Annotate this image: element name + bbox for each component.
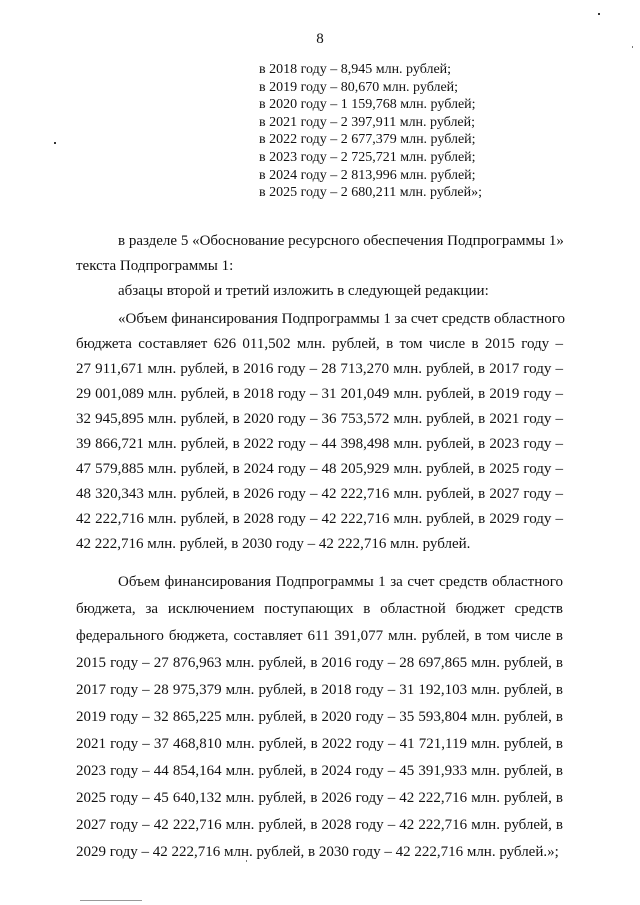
year-item: в 2021 году – 2 397,911 млн. рублей; bbox=[259, 114, 476, 130]
paragraph-line: 2023 году – 44 854,164 млн. рублей, в 2024 году – 45 391,933 млн. рублей, в bbox=[76, 763, 563, 779]
paragraph-line: Объем финансирования Подпрограммы 1 за счет средств областного bbox=[118, 574, 563, 590]
year-item: в 2018 году – 8,945 млн. рублей; bbox=[259, 62, 452, 77]
page-number: 8 bbox=[316, 31, 324, 47]
paragraph-line: бюджета составляет 626 011,502 млн. рублей, в том числе в 2015 году – bbox=[76, 336, 563, 352]
scan-speck bbox=[598, 13, 600, 15]
paragraph-line: 2019 году – 32 865,225 млн. рублей, в 2020 году – 35 593,804 млн. рублей, в bbox=[76, 709, 563, 725]
year-item: в 2022 году – 2 677,379 млн. рублей; bbox=[259, 132, 476, 148]
paragraph-line: 2017 году – 28 975,379 млн. рублей, в 2018 году – 31 192,103 млн. рублей, в bbox=[76, 682, 563, 698]
scan-speck bbox=[632, 46, 633, 48]
section-intro-line: в разделе 5 «Обоснование ресурсного обеспечения Подпрограммы 1» bbox=[118, 233, 564, 249]
year-item: в 2023 году – 2 725,721 млн. рублей; bbox=[259, 149, 476, 165]
paragraph-line: 39 866,721 млн. рублей, в 2022 году – 44 398,498 млн. рублей, в 2023 году – bbox=[76, 436, 563, 452]
paragraph-line: федерального бюджета, составляет 611 391,077 млн. рублей, в том числе в bbox=[76, 628, 563, 644]
paragraph-line: бюджета, за исключением поступающих в областной бюджет средств bbox=[76, 601, 563, 617]
paragraph-line: 48 320,343 млн. рублей, в 2026 году – 42 222,716 млн. рублей, в 2027 году – bbox=[76, 486, 563, 502]
scan-speck bbox=[246, 860, 247, 862]
paragraph-line: 2021 году – 37 468,810 млн. рублей, в 2022 году – 41 721,119 млн. рублей, в bbox=[76, 736, 563, 752]
paragraph-line: 27 911,671 млн. рублей, в 2016 году – 28 713,270 млн. рублей, в 2017 году – bbox=[76, 361, 563, 377]
paragraph-line: 42 222,716 млн. рублей, в 2028 году – 42 222,716 млн. рублей, в 2029 году – bbox=[76, 511, 563, 527]
paragraph-line: 2015 году – 27 876,963 млн. рублей, в 2016 году – 28 697,865 млн. рублей, в bbox=[76, 655, 563, 671]
paragraph-line: 29 001,089 млн. рублей, в 2018 году – 31 201,049 млн. рублей, в 2019 году – bbox=[76, 386, 563, 402]
instruction-text: абзацы второй и третий изложить в следующей редакции: bbox=[118, 283, 489, 299]
paragraph-line: 42 222,716 млн. рублей, в 2030 году – 42 222,716 млн. рублей. bbox=[76, 536, 471, 552]
scan-edge-line bbox=[80, 900, 142, 901]
section-intro-line: текста Подпрограммы 1: bbox=[76, 258, 234, 274]
paragraph-line: 2027 году – 42 222,716 млн. рублей, в 2028 году – 42 222,716 млн. рублей, в bbox=[76, 817, 563, 833]
year-item: в 2024 году – 2 813,996 млн. рублей; bbox=[259, 167, 476, 183]
scan-speck bbox=[54, 142, 56, 144]
year-item: в 2020 году – 1 159,768 млн. рублей; bbox=[259, 97, 476, 113]
paragraph-line: 2025 году – 45 640,132 млн. рублей, в 2026 году – 42 222,716 млн. рублей, в bbox=[76, 790, 563, 806]
paragraph-line: «Объем финансирования Подпрограммы 1 за счет средств областного bbox=[118, 311, 565, 327]
paragraph-line: 47 579,885 млн. рублей, в 2024 году – 48 205,929 млн. рублей, в 2025 году – bbox=[76, 461, 563, 477]
year-item: в 2019 году – 80,670 млн. рублей; bbox=[259, 79, 459, 95]
paragraph-line: 2029 году – 42 222,716 млн. рублей, в 2030 году – 42 222,716 млн. рублей.»; bbox=[76, 844, 559, 860]
paragraph-line: 32 945,895 млн. рублей, в 2020 году – 36 753,572 млн. рублей, в 2021 году – bbox=[76, 411, 563, 427]
year-funding-list bbox=[259, 61, 482, 202]
year-item: в 2025 году – 2 680,211 млн. рублей»; bbox=[259, 185, 483, 201]
